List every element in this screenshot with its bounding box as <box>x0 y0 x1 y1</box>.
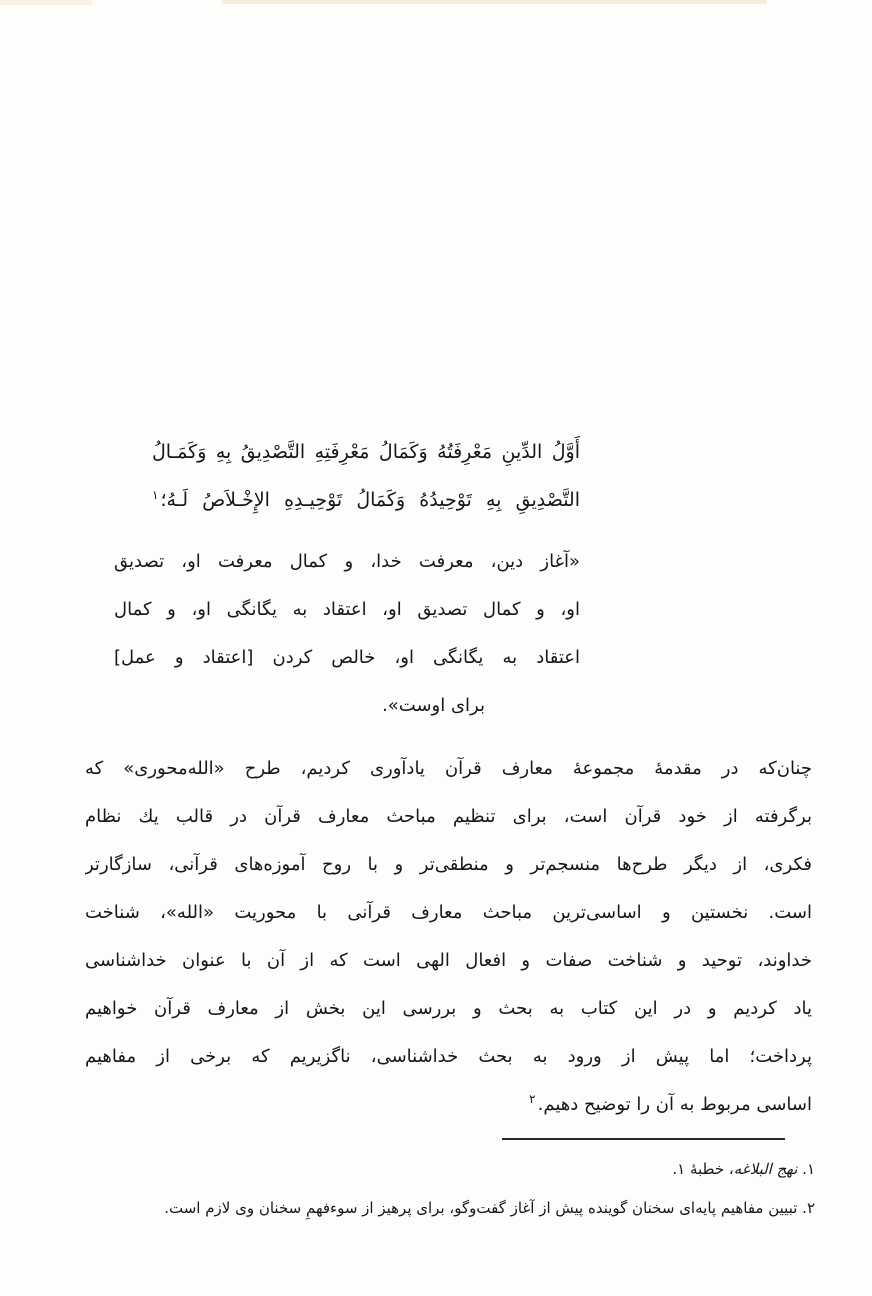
footnote-text: ، خطبهٔ ۱. <box>672 1160 734 1178</box>
arabic-quote-line <box>152 428 580 476</box>
footnote-marker: ۱. <box>797 1160 815 1178</box>
body-line <box>85 1081 812 1129</box>
translation-line: او، و كمال تصديق او، اعتقاد به يگانگى او، و كمال <box>114 599 580 620</box>
body-paragraph <box>85 745 812 1129</box>
body-line: برگرفته از خود قرآن است، براى تنظيم مباحث معارف قرآن در قالب يك نظام <box>85 806 812 827</box>
footnote-item <box>67 1150 815 1189</box>
footnote-text: تبيين مفاهيم پايه‌اى سخنان گوينده پيش از آغاز گفت‌وگو، براى پرهيز از سوءفهمِ سخنان وى لازم است. <box>164 1199 798 1217</box>
body-line: چنان‌كه در مقدمهٔ مجموعهٔ معارف قرآن يادآورى كرديم، طرح «الله‌محورى» كه <box>85 758 812 779</box>
footnote-reference-2: ۲ <box>529 1092 536 1106</box>
arabic-quote <box>114 428 580 524</box>
body-line-text: اساسى مربوط به آن را توضيح دهيم. <box>537 1094 812 1115</box>
body-line: فكرى، از ديگر طرح‌ها منسجم‌تر و منطقى‌تر و با روح آموزه‌هاى قرآنى، سازگارتر <box>85 854 812 875</box>
translation-line: «آغاز دين، معرفت خدا، و كمال معرفت او، تصديق <box>114 551 580 572</box>
footnotes-section <box>67 1150 815 1228</box>
scan-edge-artifact <box>0 0 92 5</box>
footnote-separator-rule <box>502 1138 785 1140</box>
translation-line: براى اوست». <box>382 695 485 716</box>
footnote-source-title: نهج البلاغه <box>733 1160 798 1178</box>
footnote-item <box>67 1189 815 1228</box>
body-line: خداوند، توحيد و شناخت صفات و افعال الهى است كه از آن با عنوان خداشناسى <box>85 950 812 971</box>
persian-translation <box>114 538 580 730</box>
body-line: ياد كرديم و در اين كتاب به بحث و بررسى اين بخش از معارف قرآن خواهيم <box>85 998 812 1019</box>
footnote-reference-1: ۱ <box>152 487 159 502</box>
arabic-quote-line-text: أَوَّلُ الدِّينِ مَعْرِفَتُهُ وَكَمَالُ مَعْرِفَتِهِ التَّصْدِيقُ بِهِ وَكَمَـالُ <box>152 441 580 463</box>
scan-edge-artifact <box>222 0 767 4</box>
footnote-marker: ۲. <box>797 1199 815 1217</box>
translation-line: اعتقاد به يگانگى او، خالص كردن [اعتقاد و عمل] <box>114 647 580 668</box>
arabic-quote-line <box>152 476 580 524</box>
body-line: است. نخستين و اساسى‌ترين مباحث معارف قرآنى با محوريت «الله»، شناخت <box>85 902 812 923</box>
arabic-quote-line-text: التَّصْدِيقِ بِهِ تَوْحِيدُهُ وَكَمَالُ تَوْحِيـدِهِ الإِخْـلاَصُ لَـهُ؛ <box>160 489 580 511</box>
body-line: پرداخت؛ اما پيش از ورود به بحث خداشناسى، ناگزيريم كه برخى از مفاهيم <box>85 1046 812 1067</box>
quotation-block <box>114 428 580 730</box>
